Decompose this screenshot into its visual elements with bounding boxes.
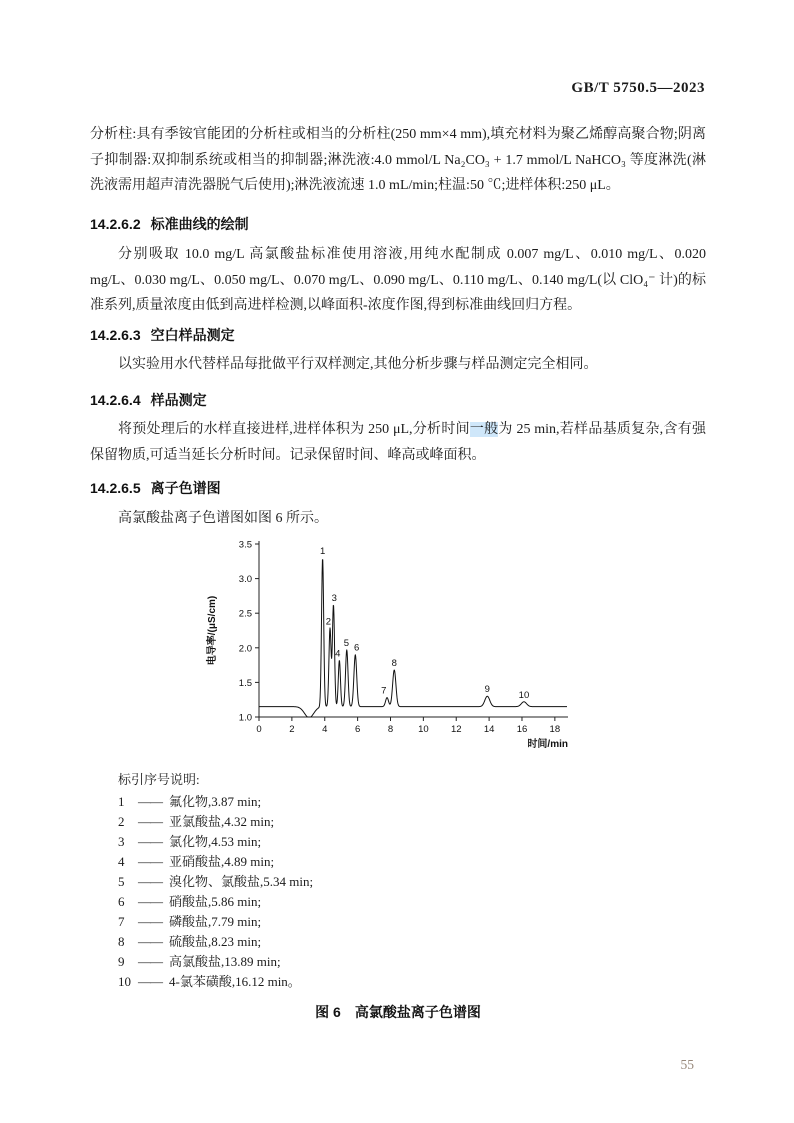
legend-item xyxy=(118,892,678,912)
section-heading-14-2-6-5 xyxy=(90,478,706,498)
legend-item-text: 4-氯苯磺酸,16.12 min。 xyxy=(169,974,301,989)
section-number: 14.2.6.4 xyxy=(90,392,141,408)
section-title: 样品测定 xyxy=(150,392,207,408)
legend-item-dash: —— xyxy=(138,874,162,889)
x-tick-label: 10 xyxy=(418,724,429,735)
y-tick-label: 2.5 xyxy=(238,608,252,620)
legend-item-number: 9 xyxy=(118,954,125,969)
page-number: 55 xyxy=(680,1057,694,1072)
figure-caption-label: 图 6 xyxy=(315,1004,341,1020)
x-tick-label: 16 xyxy=(516,724,528,735)
section-number: 14.2.6.3 xyxy=(90,327,141,343)
body-text: 将预处理后的水样直接进样,进样体积为 250 μL,分析时间 xyxy=(118,422,470,437)
legend-item-dash: —— xyxy=(138,834,162,849)
legend-item-dash: —— xyxy=(138,914,162,929)
section-title: 标准曲线的绘制 xyxy=(150,216,249,232)
x-tick-label: 4 xyxy=(322,724,328,735)
legend-item-number: 4 xyxy=(118,854,125,869)
peak-number-label: 1 xyxy=(319,545,326,557)
legend-item-number: 2 xyxy=(118,814,125,829)
legend-item xyxy=(118,932,678,952)
chromatogram-figure xyxy=(202,532,592,765)
legend-item-dash: —— xyxy=(138,854,162,869)
legend-item xyxy=(118,972,678,992)
x-tick-label: 12 xyxy=(450,724,462,735)
legend-item-number: 5 xyxy=(118,874,125,889)
legend-item-number: 7 xyxy=(118,914,125,929)
y-tick-label: 2.0 xyxy=(238,643,252,655)
x-axis-label: 时间/min xyxy=(527,739,568,750)
peak-number-label: 9 xyxy=(484,684,490,696)
text-selection-highlight: 一般 xyxy=(469,422,499,437)
legend-item-number: 3 xyxy=(118,834,125,849)
legend-item-number: 6 xyxy=(118,894,125,909)
peak-number-label: 2 xyxy=(325,616,332,628)
peak-number-label: 10 xyxy=(518,689,530,701)
legend-item-dash: —— xyxy=(138,794,162,809)
legend-item-text: 亚氯酸盐,4.32 min; xyxy=(169,814,275,829)
section-title: 空白样品测定 xyxy=(150,327,235,343)
figure-caption xyxy=(90,1002,706,1022)
legend-item-number: 1 xyxy=(118,794,125,809)
section-title: 离子色谱图 xyxy=(150,480,221,496)
legend-item xyxy=(118,832,678,852)
x-tick-label: 0 xyxy=(256,724,262,735)
y-tick-label: 3.5 xyxy=(238,539,252,551)
x-tick-label: 8 xyxy=(387,724,394,735)
legend-item-text: 高氯酸盐,13.89 min; xyxy=(169,954,281,969)
section-body-14-2-6-3: 以实验用水代替样品每批做平行双样测定,其他分析步骤与样品测定完全相同。 xyxy=(118,357,598,372)
legend-item xyxy=(118,852,678,872)
figure-legend xyxy=(118,770,678,992)
legend-item-text: 氟化物,3.87 min; xyxy=(169,794,262,809)
peak-number-label: 6 xyxy=(353,642,360,654)
legend-item-text: 氯化物,4.53 min; xyxy=(169,834,262,849)
intro-paragraph: 分析柱:具有季铵官能团的分析柱或相当的分析柱(250 mm×4 mm),填充材料为聚乙烯醇高聚合物;阴离子抑制器:双抑制系统或相当的抑制器;淋洗液:4.0 mmol/L Na₂CO₃ + 1.7 mmol/L NaHCO₃ 等度淋洗(淋洗液需用超声清洗器脱气后使用);淋洗液流速 1.0 mL/min;柱温:50 ℃;进样体积:250 μL。 xyxy=(90,127,706,193)
legend-item xyxy=(118,872,678,892)
legend-item xyxy=(118,952,678,972)
legend-item-text: 溴化物、氯酸盐,5.34 min; xyxy=(169,874,314,889)
y-tick-label: 1.0 xyxy=(238,712,252,724)
x-tick-label: 6 xyxy=(354,724,361,735)
x-tick-label: 14 xyxy=(483,724,495,735)
legend-item-dash: —— xyxy=(138,954,162,969)
section-body-14-2-6-4 xyxy=(90,417,706,468)
legend-item-number: 10 xyxy=(118,974,131,989)
legend-title: 标引序号说明: xyxy=(118,772,200,787)
legend-item-dash: —— xyxy=(138,974,162,989)
legend-item-dash: —— xyxy=(138,934,162,949)
peak-number-label: 4 xyxy=(335,648,341,660)
legend-item-text: 磷酸盐,7.79 min; xyxy=(169,914,262,929)
y-tick-label: 1.5 xyxy=(238,677,252,689)
legend-item-dash: —— xyxy=(138,894,162,909)
section-body-14-2-6-5: 高氯酸盐离子色谱图如图 6 所示。 xyxy=(118,511,328,526)
section-heading-14-2-6-2 xyxy=(90,214,706,234)
page-content xyxy=(90,0,706,1123)
body-text: 为 25 min,若样品基质复杂,含有强保留物质,可适当延长分析时间。记录保留时间、峰高或峰面积。 xyxy=(90,422,706,463)
section-number: 14.2.6.2 xyxy=(90,216,141,232)
y-tick-label: 3.0 xyxy=(238,574,252,586)
peak-number-label: 7 xyxy=(381,685,387,697)
x-tick-label: 18 xyxy=(549,724,561,735)
y-axis-label: 电导率/(μS/cm) xyxy=(207,595,218,666)
doc-number: GB/T 5750.5—2023 xyxy=(571,80,705,96)
legend-item xyxy=(118,912,678,932)
legend-item-dash: —— xyxy=(138,814,162,829)
legend-item-number: 8 xyxy=(118,934,125,949)
section-body-14-2-6-2: 分别吸取 10.0 mg/L 高氯酸盐标准使用溶液,用纯水配制成 0.007 mg/L、0.010 mg/L、0.020 mg/L、0.030 mg/L、0.050 mg/L、0.070 mg/L、0.090 mg/L、0.110 mg/L、0.140 mg/L(以 ClO₄⁻ 计)的标准系列,质量浓度由低到高进样检测,以峰面积-浓度作图,得到标准曲线回归方程。 xyxy=(90,247,706,313)
peak-number-label: 5 xyxy=(343,637,350,649)
legend-item-text: 硫酸盐,8.23 min; xyxy=(169,934,262,949)
legend-item-text: 亚硝酸盐,4.89 min; xyxy=(169,854,275,869)
legend-item xyxy=(118,792,678,812)
peak-number-label: 3 xyxy=(331,592,337,604)
legend-item xyxy=(118,812,678,832)
peak-number-label: 8 xyxy=(391,657,397,669)
legend-item-text: 硝酸盐,5.86 min; xyxy=(169,894,262,909)
section-heading-14-2-6-3 xyxy=(90,325,706,345)
section-heading-14-2-6-4 xyxy=(90,390,706,410)
x-tick-label: 2 xyxy=(289,724,295,735)
figure-caption-text: 高氯酸盐离子色谱图 xyxy=(354,1004,481,1020)
chromatogram-chart xyxy=(202,532,592,760)
section-number: 14.2.6.5 xyxy=(90,480,141,496)
